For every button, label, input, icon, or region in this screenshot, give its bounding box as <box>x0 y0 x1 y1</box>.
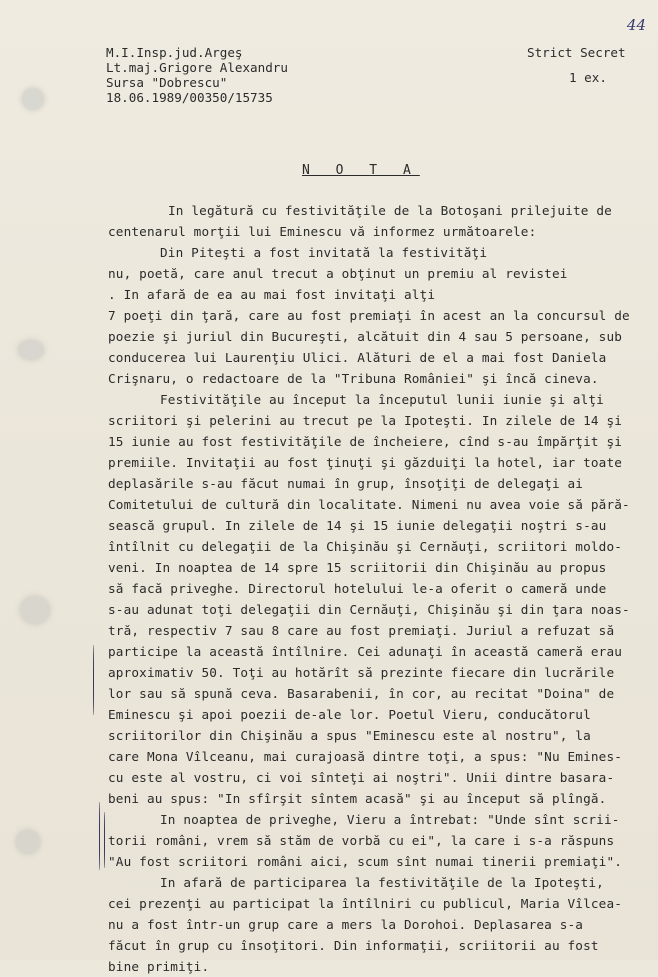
punch-hole <box>16 830 40 854</box>
text-line: s-au adunat toţi delegaţii din Cernăuţi, Chişinău şi din ţara noas- <box>108 602 630 617</box>
punch-hole <box>22 88 44 110</box>
text-line: In noaptea de priveghe, Vieru a întrebat: "Unde sînt scrii- <box>160 812 620 827</box>
text-line: poezie şi juriul din Bucureşti, alcătuit din 4 sau 5 persoane, sub <box>108 329 623 344</box>
margin-mark <box>104 812 105 868</box>
header-line: Sursa "Dobrescu" <box>106 75 228 90</box>
header-line: M.I.Insp.jud.Argeş <box>106 45 243 60</box>
text-line: tră, respectiv 7 sau 8 care au fost premiaţi. Juriul a refuzat să <box>108 623 615 638</box>
text-line: premiile. Invitaţii au fost ţinuţi şi găzduiţi la hotel, iar toate <box>108 455 623 470</box>
text-line: centenarul morţii lui Eminescu vă informez următoarele: <box>108 224 537 239</box>
text-line: beni au spus: "In sfîrşit sîntem acasă" şi au început să plîngă. <box>108 791 607 806</box>
text-line: "Au fost scriitori români aici, scum sînt numai tinerii premiaţi". <box>108 854 623 869</box>
page-number: 44 <box>626 16 646 34</box>
text-line: Comitetului de cultură din localitate. Nimeni nu avea voie să pără- <box>108 497 630 512</box>
text-line: bine primiţi. <box>108 959 210 974</box>
text-line: întîlnit cu delegaţii de la Chişinău şi Cernăuţi, scriitori moldo- <box>108 539 623 554</box>
text-line: să facă priveghe. Directorul hotelului le-a oferit o cameră unde <box>108 581 607 596</box>
text-line: cei prezenţi au participat la întîlniri cu publicul, Maria Vîlcea- <box>108 896 623 911</box>
text-line: Crişnaru, o redactoare de la "Tribuna României" şi încă cineva. <box>108 371 599 386</box>
text-line: Eminescu şi apoi poezii de-ale lor. Poetul Vieru, conducătorul <box>108 707 591 722</box>
punch-hole <box>20 596 50 624</box>
text-line: Din Piteşti a fost invitată la festivităţi <box>160 245 488 260</box>
text-line: deplasările s-au făcut numai în grup, însoţiţi de delegaţi ai <box>108 476 584 491</box>
text-line: conducerea lui Laurenţiu Ulici. Alături de el a mai fost Daniela <box>108 350 607 365</box>
punch-hole <box>18 340 44 360</box>
margin-mark <box>93 645 94 715</box>
text-line: Festivităţile au început la începutul lunii iunie şi alţi <box>160 392 604 407</box>
document-body <box>108 200 656 977</box>
text-line: care Mona Vîlceanu, mai curajoasă dintre toţi, a spus: "Nu Emines- <box>108 749 623 764</box>
text-line: făcut în grup cu însoţitori. Din informaţii, scriitorii au fost <box>108 938 599 953</box>
header-line: Lt.maj.Grigore Alexandru <box>106 60 288 75</box>
text-line: 15 iunie au fost festivităţile de încheiere, cînd s-au împărţit şi <box>108 434 623 449</box>
text-line: aproximativ 50. Toţi au hotărît să prezinte fiecare din lucrările <box>108 665 615 680</box>
text-line: scriitorilor din Chişinău a spus "Eminescu este al nostru", la <box>108 728 591 743</box>
text-line: . In afară de ea au mai fost invitaţi alţi <box>108 287 436 302</box>
text-line: 7 poeţi din ţară, care au fost premiaţi în acest an la concursul de <box>108 308 630 323</box>
text-line: nu a fost într-un grup care a mers la Dorohoi. Deplasarea s-a <box>108 917 584 932</box>
text-line: scriitori şi pelerini au trecut pe la Ipoteşti. In zilele de 14 şi <box>108 413 623 428</box>
text-line: cu este al vostru, ci voi sînteţi ai noştri". Unii dintre basara- <box>108 770 615 785</box>
copy-count: 1 ex. <box>569 70 607 85</box>
header-right <box>527 45 637 85</box>
text-line: veni. In noaptea de 14 spre 15 scriitorii din Chişinău au propus <box>108 560 607 575</box>
header-line: 18.06.1989/00350/15735 <box>106 90 273 105</box>
text-line: In afară de participarea la festivităţile de la Ipoteşti, <box>160 875 604 890</box>
text-line: participe la această întîlnire. Cei adunaţi în această cameră erau <box>108 644 623 659</box>
text-line: lor sau să spună ceva. Basarabenii, în cor, au recitat "Doina" de <box>108 686 615 701</box>
margin-mark <box>99 802 100 870</box>
classification: Strict Secret <box>527 45 626 60</box>
header-left <box>106 45 288 105</box>
text-line: nu, poetă, care anul trecut a obţinut un premiu al revistei <box>108 266 568 281</box>
text-line: In legătură cu festivităţile de la Botoşani prilejuite de <box>168 203 612 218</box>
text-line: torii români, vrem să stăm de vorbă cu ei", la care i s-a răspuns <box>108 833 615 848</box>
document-title: N O T A <box>302 163 420 178</box>
text-line: sească grupul. In zilele de 14 şi 15 iunie delegaţii noştri s-au <box>108 518 607 533</box>
